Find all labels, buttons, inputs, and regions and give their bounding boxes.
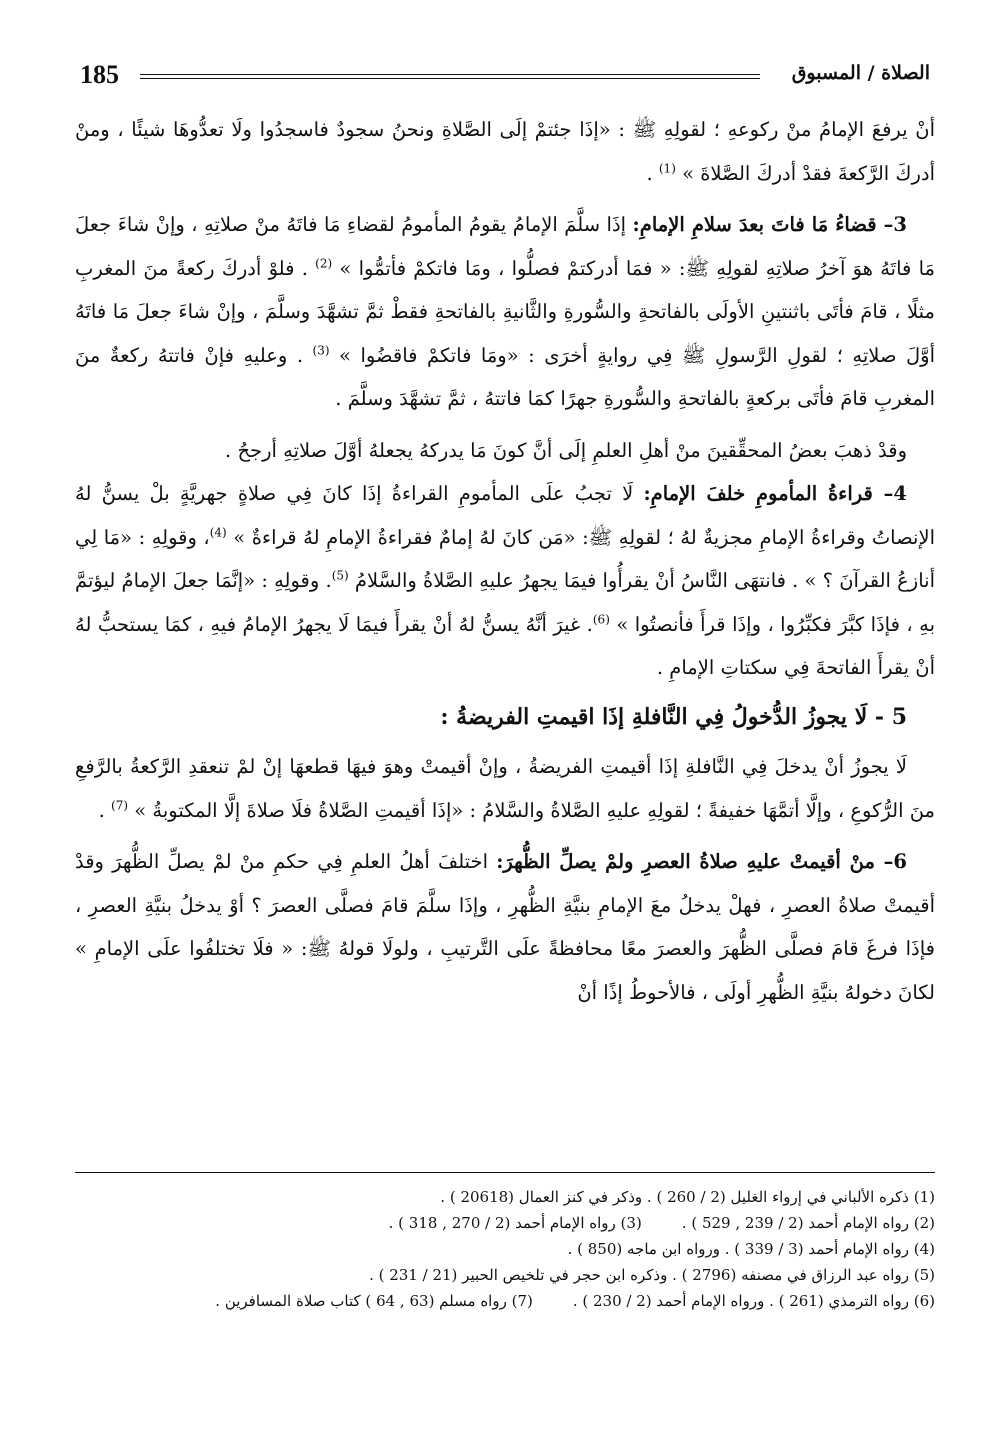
page-header xyxy=(80,56,930,96)
footnotes xyxy=(75,1184,935,1314)
footnote-2: (2) رواه الإمام أحمد (2 / 239 , 529 ) . xyxy=(681,1214,935,1232)
footnote-row xyxy=(75,1236,935,1262)
section-heading-4: 4– قراءةُ المأمومِ خلفَ الإمامِ: xyxy=(643,482,907,505)
footnote-ref-6[interactable]: (6) xyxy=(592,612,610,626)
footnote-ref-1[interactable]: (1) xyxy=(658,161,676,175)
footnote-7: (7) رواه مسلم (63 , 64 ) كتاب صلاة المسافرين . xyxy=(215,1292,533,1310)
main-text xyxy=(75,108,935,1014)
footnote-5: (5) رواه عبد الرزاق في مصنفه (2796 ) . وذكره ابن حجر في تلخيص الحبير (21 / 231 ) . xyxy=(369,1266,935,1284)
footnote-row xyxy=(75,1184,935,1210)
paragraph-5: لَا يجوزُ أنْ يدخلَ فِي النَّافلةِ إذَا أقيمتِ الفريضةُ ، وإنْ أقيمتْ وهوَ فيهَا قطعهَا إنْ لمْ تنعقدِ الرَّكعةُ بالرَّفعِ منَ الرُّكوعِ ، وإلَّا أتمَّهَا خفيفةً ؛ لقولِهِ عليهِ الصَّلاةُ والسَّلامُ : «إذَا أقيمتِ الصَّلاةُ فلَا صلاةَ إلَّا المكتوبةُ » $^{(7)}$ . xyxy=(75,755,935,822)
paragraph-2: 3– قضاءُ مَا فاتَ بعدَ سلامِ الإمامِ: إذَا سلَّمَ الإمامُ يقومُ المأمومُ لقضاءِ مَا فاتَهُ منْ صلاتِهِ ، وإنْ شاءَ جعلَ مَا فاتَهُ هوَ آخرُ صلاتِهِ لقولِهِ ﷺ: « فمَا أدركتمْ فصلُّوا ، ومَا فاتكمْ فأتمُّوا » $^{(2)}$ . فلوْ أدركَ ركعةً منَ المغربِ مثلًا ، قامَ فأتَى باثنتينِ الأولَى بالفاتحةِ والسُّورةِ والثَّانيةِ بالفاتحةِ فقطْ ثمَّ تشهَّدَ وسلَّمَ ، وإنْ شاءَ جعلَ مَا فاتَهُ أوَّلَ صلاتِهِ ؛ لقولِ الرَّسولِ ﷺ فِي روايةٍ أخرَى : «ومَا فاتكمْ فاقضُوا » $^{(3)}$ . وعليهِ فإنْ فاتتهُ ركعةٌ منَ المغربِ قامَ فأتَى بركعةٍ بالفاتحةِ والسُّورةِ جهرًا كمَا فاتتهُ ، ثمَّ تشهَّدَ وسلَّمَ . xyxy=(75,213,936,410)
paragraph-6: 6– منْ أقيمتْ عليهِ صلاةُ العصرِ ولمْ يصلِّ الظُّهرَ: اختلفَ أهلُ العلمِ فِي حكمِ منْ لمْ يصلِّ الظُّهرَ وقدْ أقيمتْ صلاةُ العصرِ ، فهلْ يدخلُ معَ الإمامِ بنيَّةِ الظُّهرِ ، وإذَا سلَّمَ قامَ فصلَّى العصرَ ؟ أوْ يدخلُ بنيَّةِ العصرِ ، فإذَا فرغَ قامَ فصلَّى الظُّهرَ والعصرَ معًا محافظةً علَى التَّرتيبِ ، ولولَا قولهُ ﷺ: « فلَا تختلفُوا علَى الإمامِ » لكانَ دخولهُ بنيَّةِ الظُّهرِ أولَى ، فالأحوطُ إذًا أنْ xyxy=(75,850,935,1004)
section-heading-3: 3– قضاءُ مَا فاتَ بعدَ سلامِ الإمامِ: xyxy=(632,213,907,236)
footnote-1: (1) ذكره الألباني في إرواء الغليل (2 / 260 ) . وذكر في كنز العمال (20618 ) . xyxy=(440,1188,935,1206)
footnote-ref-4[interactable]: (4) xyxy=(209,525,227,539)
paragraph-3: وقدْ ذهبَ بعضُ المحقِّقينَ منْ أهلِ العلمِ إلَى أنَّ كونَ مَا يدركهُ يجعلهُ أوَّلَ صلاتِهِ أرجحُ . xyxy=(225,438,907,462)
section-heading-5: 5 - لَا يجوزُ الدُّخولُ فِي النَّافلةِ إذَا اقيمتِ الفريضةُ : xyxy=(440,703,907,730)
section-heading-6: 6– منْ أقيمتْ عليهِ صلاةُ العصرِ ولمْ يصلِّ الظُّهرَ: xyxy=(496,850,907,873)
footnote-separator xyxy=(75,1172,935,1173)
footnote-3: (3) رواه الإمام أحمد (2 / 270 , 318 ) . xyxy=(388,1214,642,1232)
footnote-row xyxy=(75,1262,935,1288)
footnote-ref-3[interactable]: (3) xyxy=(312,343,330,357)
footnote-ref-2[interactable]: (2) xyxy=(315,256,333,270)
footnote-4: (4) رواه الإمام أحمد (3 / 339 ) . ورواه ابن ماجه (850 ) . xyxy=(567,1240,935,1258)
footnote-row xyxy=(75,1288,935,1314)
header-double-rule xyxy=(140,74,760,79)
running-title: الصلاة / المسبوق xyxy=(791,62,930,84)
paragraph-1: أنْ يرفعَ الإمامُ منْ ركوعهِ ؛ لقولِهِ ﷺ : «إذَا جئتمْ إلَى الصَّلاةِ ونحنُ سجودٌ فاسجدُوا ولَا تعدُّوهَا شيئًا ، ومنْ أدركَ الرَّكعةَ فقدْ أدركَ الصَّلاةَ » $^{(1)}$ . xyxy=(75,118,935,185)
page-number: 185 xyxy=(80,60,119,89)
footnote-6: (6) رواه الترمذي (261 ) . ورواه الإمام أحمد (2 / 230 ) . xyxy=(572,1292,935,1310)
footnote-ref-5[interactable]: (5) xyxy=(331,568,349,583)
footnote-ref-7[interactable]: (7) xyxy=(111,798,129,812)
paragraph-4: 4– قراءةُ المأمومِ خلفَ الإمامِ: لَا تجبُ علَى المأمومِ القراءةُ إذَا كانَ فِي صلاةٍ جهريَّةٍ بلْ يسنُّ لهُ الإنصاتُ وقراءةُ الإمامِ مجزيةٌ لهُ ؛ لقولِهِ ﷺ: «مَن كانَ لهُ إمامٌ فقراءةُ الإمامِ لهُ قراءةٌ » $^{(4)}$، وقولِهِ : «مَا لِي أنازعُ القرآنَ ؟ » . فانتهَى النَّاسُ أنْ يقرأُوا فيمَا يجهرُ عليهِ الصَّلاةُ والسَّلامُ $^{(5)}$. وقولِهِ : «إنَّمَا جعلَ الإمامُ ليؤتمَّ بهِ ، فإذَا كبَّرَ فكبِّرُوا ، وإذَا قرأَ فأنصتُوا » $^{(6)}$. غيرَ أنَّهُ يسنُّ لهُ أنْ يقرأَ فيمَا لَا يجهرُ الإمامُ فيهِ ، كمَا يستحبُّ لهُ أنْ يقرأَ الفاتحةَ فِي سكتاتِ الإمامِ . xyxy=(75,482,935,679)
footnote-row xyxy=(75,1210,935,1236)
